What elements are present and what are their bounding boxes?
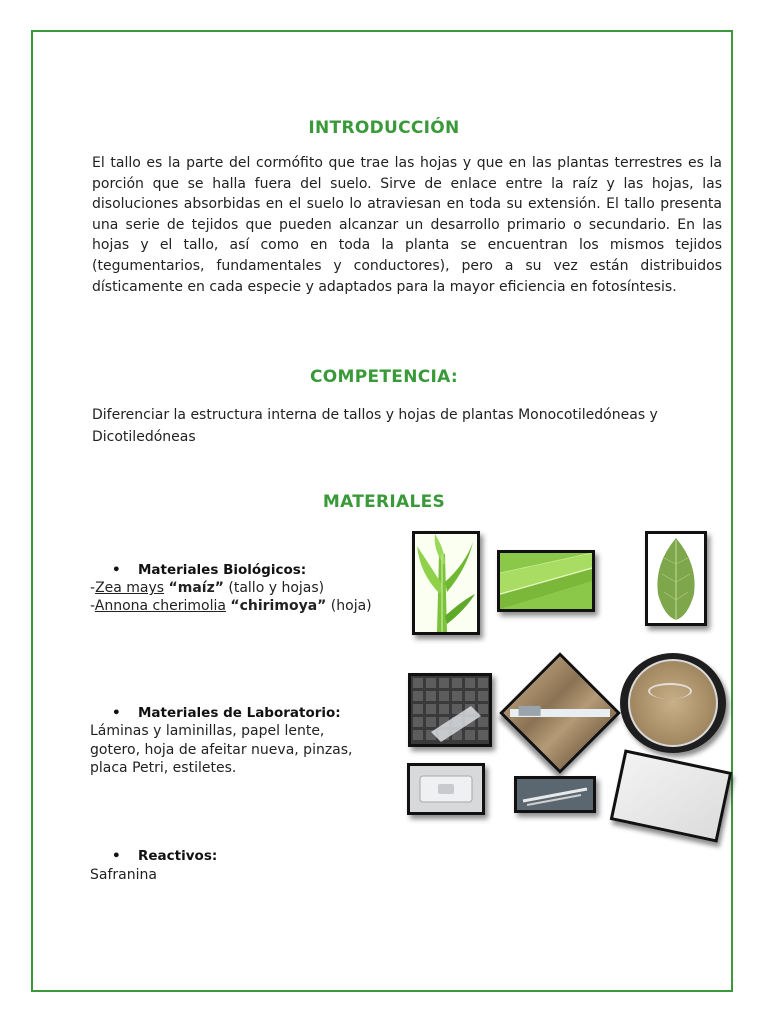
laboratorio-line-1: Láminas y laminillas, papel lente, <box>90 723 325 739</box>
materiales-heading: MATERIALES <box>322 492 446 512</box>
biologicos-bullet <box>112 562 306 578</box>
intro-heading: INTRODUCCIÓN <box>308 118 460 138</box>
dissecting-needles-photo <box>514 776 596 813</box>
reactivos-bullet <box>112 848 217 864</box>
item-prefix: - <box>90 580 96 596</box>
corn-stalk-photo <box>412 531 480 635</box>
bullet-dot: • <box>112 705 121 721</box>
item-detail: (hoja) <box>326 598 372 614</box>
bullet-dot: • <box>112 848 121 864</box>
common-name: “maíz” <box>168 580 224 596</box>
reactivos-title: Reactivos: <box>138 848 218 864</box>
laboratorio-title: Materiales de Laboratorio: <box>138 705 341 721</box>
species-name: Annona cherimolia <box>94 598 226 614</box>
biologicos-item-annona <box>90 597 372 615</box>
laboratorio-bullet <box>112 705 341 721</box>
glass-slides-photo <box>408 673 492 747</box>
corn-leaf-photo <box>497 550 595 612</box>
laboratorio-line-3: placa Petri, estiletes. <box>90 760 237 776</box>
reactivos-body: Safranina <box>90 867 157 883</box>
item-detail: (tallo y hojas) <box>223 580 325 596</box>
bullet-dot: • <box>112 562 121 578</box>
razor-blade-photo <box>407 763 485 815</box>
cherimoya-leaf-photo <box>645 531 707 626</box>
competencia-paragraph: Diferenciar la estructura interna de tallos y hojas de plantas Monocotiledóneas y Dicotiledóneas <box>92 407 658 445</box>
item-prefix: - <box>90 598 95 614</box>
competencia-heading: COMPETENCIA: <box>309 367 459 387</box>
common-name: “chirimoya” <box>230 598 327 614</box>
dropper-photo <box>500 653 620 773</box>
intro-paragraph: El tallo es la parte del cormófito que trae las hojas y que en las plantas terrestres es la porción que se halla fuera del suelo. Sirve de enlace entre la raíz y las hojas, las disoluciones absorbidas en el suelo lo atraviesan en toda su extensión. El tallo presenta una serie de tejidos que pueden alcanzar un desarrollo primario o secundario. En las hojas y el tallo, así como en toda la planta se encuentran los mismos tejidos (tegumentarios, fundamentales y conductores), pero a su vez están distribuidos dísticamente en cada especie y adaptados para la mayor eficiencia en fotosíntesis. <box>92 155 722 295</box>
biologicos-item-zea <box>90 579 324 597</box>
biologicos-title: Materiales Biológicos: <box>138 562 307 578</box>
laboratorio-line-2: gotero, hoja de afeitar nueva, pinzas, <box>90 742 353 758</box>
species-name: Zea mays <box>95 580 165 596</box>
petri-dish-photo <box>620 653 726 753</box>
